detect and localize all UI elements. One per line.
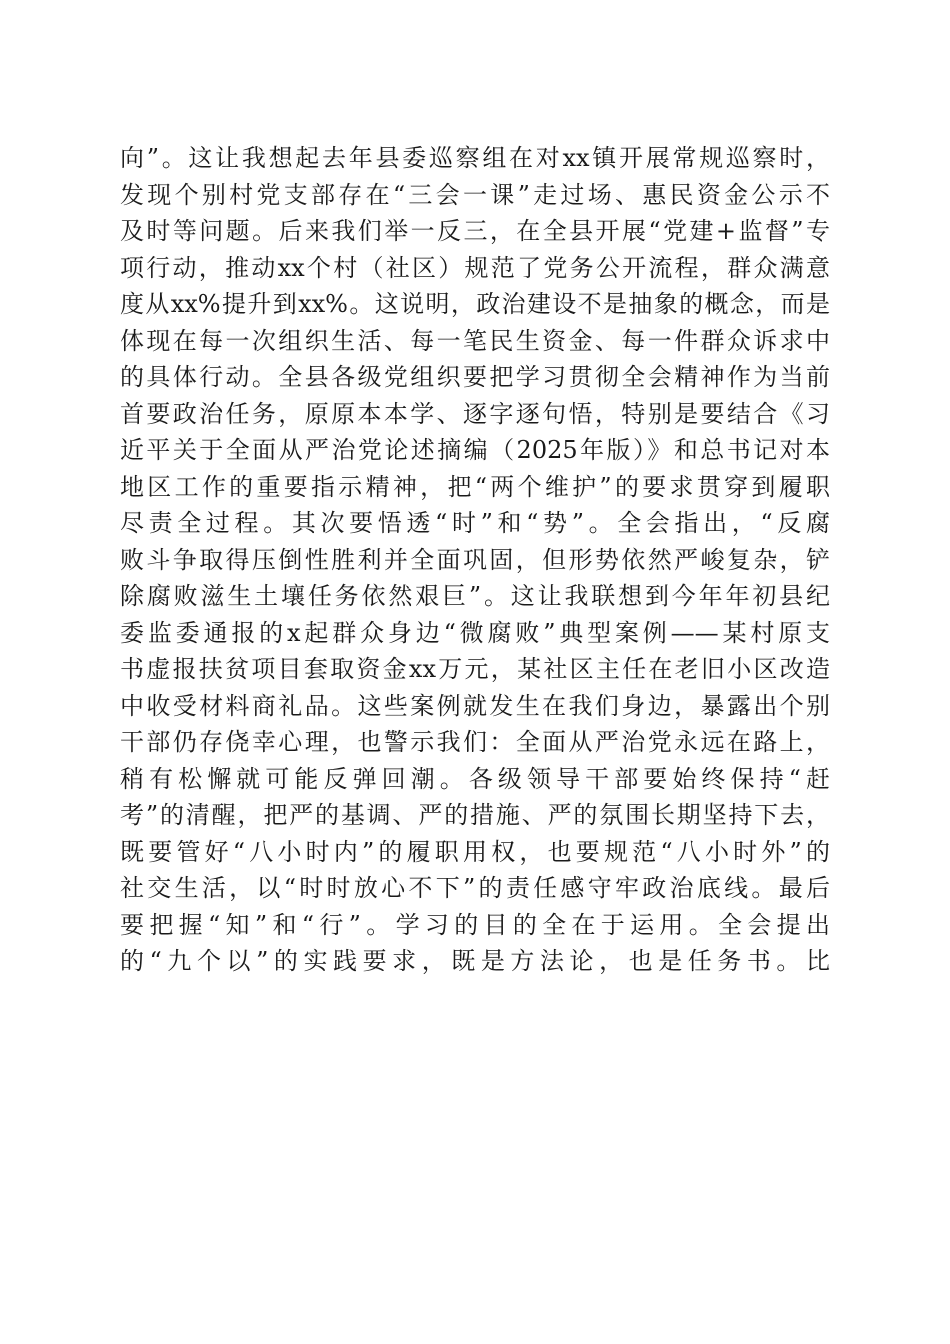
text-line: 尽责全过程。其次要悟透“时”和“势”。全会指出，“反腐 bbox=[120, 509, 830, 537]
text-line: 地区工作的重要指示精神，把“两个维护”的要求贯穿到履职 bbox=[120, 472, 830, 501]
text-line: 体现在每一次组织生活、每一笔民生资金、每一件群众诉求中 bbox=[120, 326, 830, 355]
text-line: 委监委通报的x起群众身边“微腐败”典型案例——某村原支 bbox=[120, 618, 830, 647]
text-line: 考”的清醒，把严的基调、严的措施、严的氛围长期坚持下去， bbox=[120, 801, 830, 829]
text-line: 近平关于全面从严治党论述摘编（2025年版）》和总书记对本 bbox=[120, 436, 830, 464]
text-line: 败斗争取得压倒性胜利并全面巩固，但形势依然严峻复杂，铲 bbox=[120, 545, 830, 574]
text-line: 既要管好“八小时内”的履职用权，也要规范“八小时外”的 bbox=[120, 837, 830, 866]
text-line: 除腐败滋生土壤任务依然艰巨”。这让我联想到今年年初县纪 bbox=[120, 582, 830, 610]
body-text bbox=[120, 140, 830, 980]
text-line: 首要政治任务，原原本本学、逐字逐句悟，特别是要结合《习 bbox=[120, 399, 830, 428]
text-line: 度从xx%提升到xx%。这说明，政治建设不是抽象的概念，而是 bbox=[120, 290, 830, 318]
text-line: 及时等问题。后来我们举一反三，在全县开展“党建+监督”专 bbox=[120, 217, 830, 245]
text-line: 项行动，推动xx个村（社区）规范了党务公开流程，群众满意 bbox=[120, 253, 830, 282]
text-line: 发现个别村党支部存在“三会一课”走过场、惠民资金公示不 bbox=[120, 180, 830, 209]
text-line: 要把握“知”和“行”。学习的目的全在于运用。全会提出 bbox=[120, 910, 830, 939]
text-line: 社交生活，以“时时放心不下”的责任感守牢政治底线。最后 bbox=[120, 874, 830, 902]
text-line: 干部仍存侥幸心理，也警示我们：全面从严治党永远在路上， bbox=[120, 728, 830, 756]
text-line: 向”。这让我想起去年县委巡察组在对xx镇开展常规巡察时， bbox=[120, 144, 830, 172]
text-line: 的“九个以”的实践要求，既是方法论，也是任务书。比 bbox=[120, 947, 830, 975]
text-line: 书虚报扶贫项目套取资金xx万元，某社区主任在老旧小区改造 bbox=[120, 655, 830, 683]
text-line: 稍有松懈就可能反弹回潮。各级领导干部要始终保持“赶 bbox=[120, 764, 830, 793]
text-line: 中收受材料商礼品。这些案例就发生在我们身边，暴露出个别 bbox=[120, 691, 830, 720]
text-line: 的具体行动。全县各级党组织要把学习贯彻全会精神作为当前 bbox=[120, 363, 830, 391]
